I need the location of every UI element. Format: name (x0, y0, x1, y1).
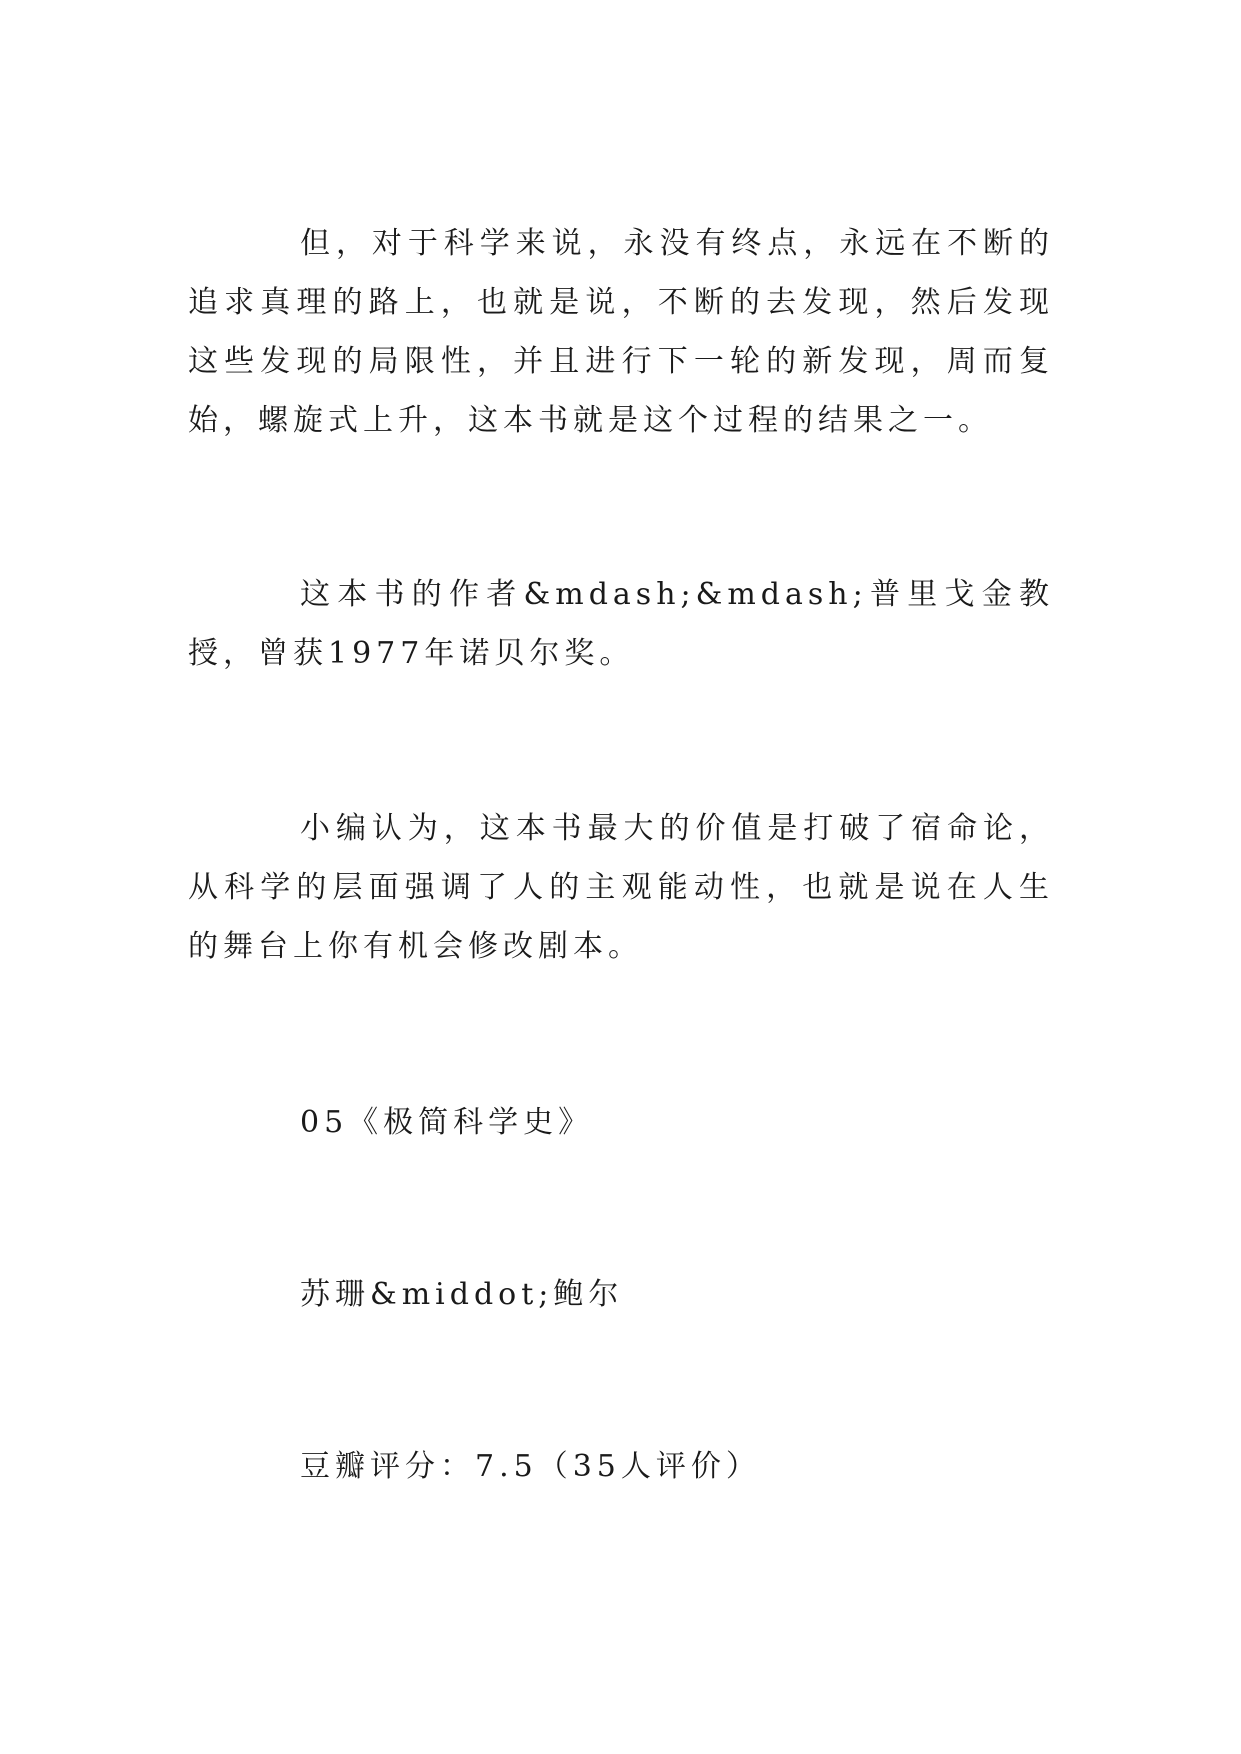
book-title: 05《极简科学史》 (300, 1105, 594, 1140)
paragraph-editor-opinion: 小编认为，这本书最大的价值是打破了宿命论，从科学的层面强调了人的主观能动性，也就是说在人生的舞台上你有机会修改剧本。 (188, 811, 1054, 964)
paragraph-science-endless: 但，对于科学来说，永没有终点，永远在不断的追求真理的路上，也就是说，不断的去发现，然后发现这些发现的局限性，并且进行下一轮的新发现，周而复始，螺旋式上升，这本书就是这个过程的结果之一。 (188, 226, 1054, 438)
book-rating: 豆瓣评分：7.5（35人评价） (300, 1449, 761, 1484)
book-author: 苏珊&middot;鲍尔 (300, 1277, 624, 1312)
paragraph-author-prigogine: 这本书的作者&mdash;&mdash;普里戈金教授，曾获1977年诺贝尔奖。 (188, 577, 1054, 671)
